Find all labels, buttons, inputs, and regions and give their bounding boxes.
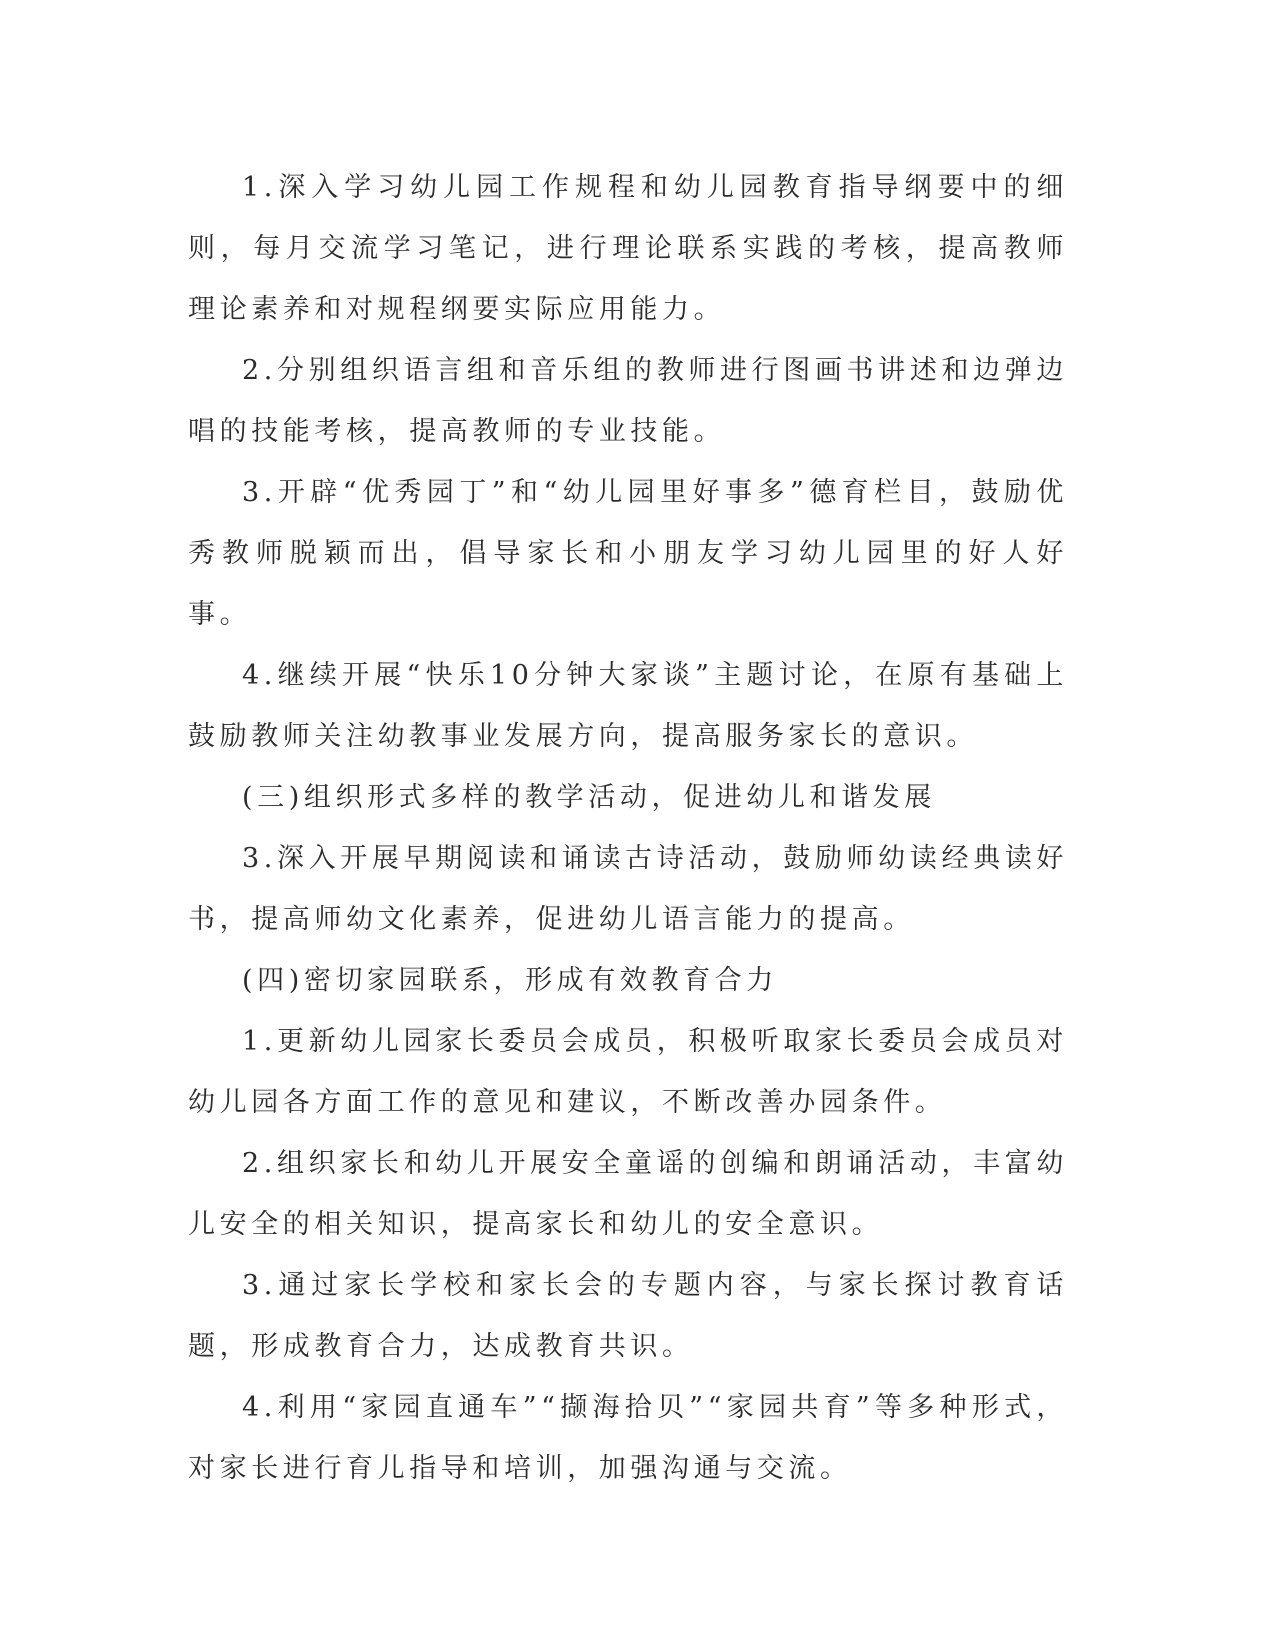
document-body <box>188 157 1068 1499</box>
paragraph-6: 1.更新幼儿园家长委员会成员，积极听取家长委员会成员对幼儿园各方面工作的意见和建议，不断改善办园条件。 <box>188 1026 1068 1118</box>
paragraph-9: 4.利用“家园直通车”“撷海拾贝”“家园共育”等多种形式，对家长进行育儿指导和培训，加强沟通与交流。 <box>188 1392 1068 1484</box>
paragraph-7: 2.组织家长和幼儿开展安全童谣的创编和朗诵活动，丰富幼儿安全的相关知识，提高家长和幼儿的安全意识。 <box>188 1148 1068 1240</box>
paragraph-2: 2.分别组织语言组和音乐组的教师进行图画书讲述和边弹边唱的技能考核，提高教师的专业技能。 <box>188 355 1068 447</box>
paragraph-5: 3.深入开展早期阅读和诵读古诗活动，鼓励师幼读经典读好书，提高师幼文化素养，促进幼儿语言能力的提高。 <box>188 843 1068 935</box>
paragraph-8: 3.通过家长学校和家长会的专题内容，与家长探讨教育话题，形成教育合力，达成教育共识。 <box>188 1270 1068 1362</box>
section-heading-4: (四)密切家园联系，形成有效教育合力 <box>242 965 778 996</box>
paragraph-4: 4.继续开展“快乐10分钟大家谈”主题讨论，在原有基础上鼓励教师关注幼教事业发展方向，提高服务家长的意识。 <box>188 660 1068 752</box>
paragraph-3: 3.开辟“优秀园丁”和“幼儿园里好事多”德育栏目，鼓励优秀教师脱颖而出，倡导家长和小朋友学习幼儿园里的好人好事。 <box>188 477 1068 630</box>
section-heading-3: (三)组织形式多样的教学活动，促进幼儿和谐发展 <box>242 782 936 813</box>
paragraph-1: 1.深入学习幼儿园工作规程和幼儿园教育指导纲要中的细则，每月交流学习笔记，进行理论联系实践的考核，提高教师理论素养和对规程纲要实际应用能力。 <box>188 172 1068 325</box>
